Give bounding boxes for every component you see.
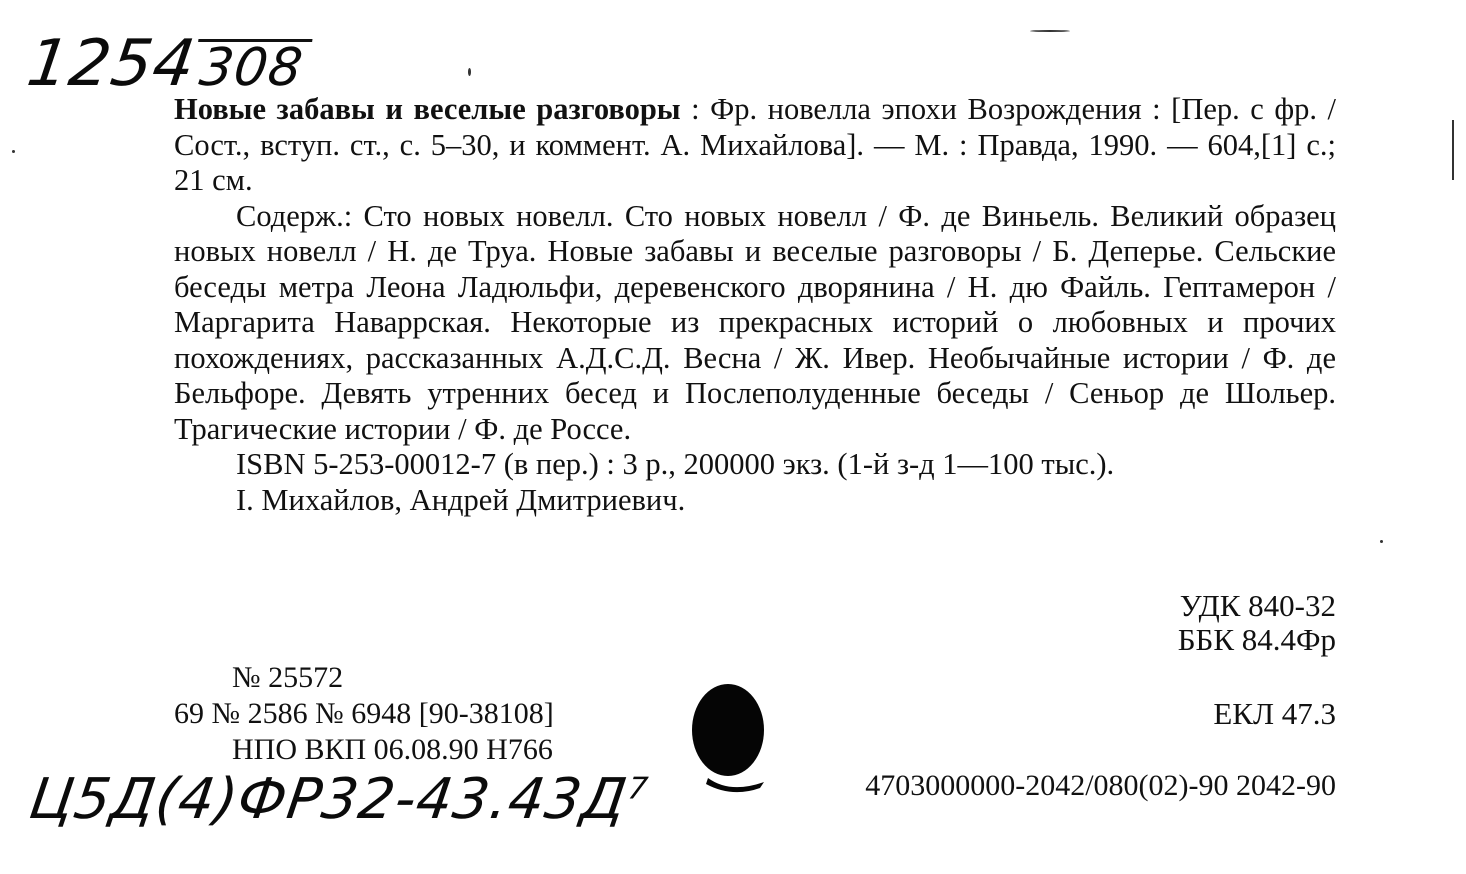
- person-entry: I. Михайлов, Андрей Дмитриевич.: [236, 482, 686, 517]
- contents-paragraph: Содерж.: Сто новых новелл. Сто новых новелл / Ф. де Виньель. Великий образец новых новелл / Н. де Труа. Новые забавы и веселые разговоры / Б. Деперье. Сельские беседы метра Леона Ладюльфи, деревенского дворянина / Н. дю Файль. Гептамерон / Маргарита Наваррская. Некоторые из прекрасных историй о любовных и прочих похождениях, рассказанных А.Д.С.Д. Весна / Ж. Ивер. Необычайные истории / Ф. де Бельфоре. Девять утренних бесед и Послеполуденные беседы / Сеньор де Шольер. Трагические истории / Ф. де Россе.: [174, 198, 1336, 446]
- ekl-code: ЕКЛ 47.3: [1213, 696, 1336, 731]
- book-title: Новые забавы и веселые разговоры: [174, 92, 681, 126]
- card-number: № 25572: [232, 661, 344, 694]
- title-paragraph: [174, 92, 1336, 199]
- scan-speck: [468, 68, 471, 76]
- handwritten-classification: [25, 767, 651, 832]
- handwritten-code: Ц5Д(4)ФР32-43.43Д: [25, 767, 632, 832]
- bbk-code: ББК 84.4Фр: [1177, 622, 1336, 657]
- print-numbers: 69 № 2586 № 6948 [90-38108]: [174, 697, 554, 730]
- bibliographic-record: [174, 92, 1336, 518]
- title-details: : Фр. новелла эпохи Возрождения : [Пер. с фр. / Сост., вступ. ст., с. 5–30, и коммент. А. Михайлова]. — М. : Правда, 1990. — 604,[1] с.; 21 см.: [174, 92, 1336, 197]
- scan-speck: [12, 150, 15, 153]
- publisher-imprint: НПО ВКП 06.08.90 Н766: [232, 733, 553, 766]
- ink-blot: [690, 682, 766, 794]
- handwritten-over-number: 308: [191, 39, 313, 94]
- isbn-paragraph: ISBN 5-253-00012-7 (в пер.) : 3 р., 200000 экз. (1-й з-д 1—100 тыс.).: [236, 447, 1115, 481]
- udk-code: УДК 840-32: [1179, 588, 1336, 623]
- handwritten-shelf-number: [22, 27, 314, 101]
- scan-speck: [1030, 30, 1070, 32]
- handwritten-number: 1254: [22, 27, 201, 101]
- scan-speck: [1380, 540, 1383, 543]
- catalog-code: 4703000000-2042/080(02)-90 2042-90: [865, 769, 1336, 802]
- scan-speck: [1452, 120, 1454, 180]
- handwritten-superscript: 7: [625, 771, 651, 807]
